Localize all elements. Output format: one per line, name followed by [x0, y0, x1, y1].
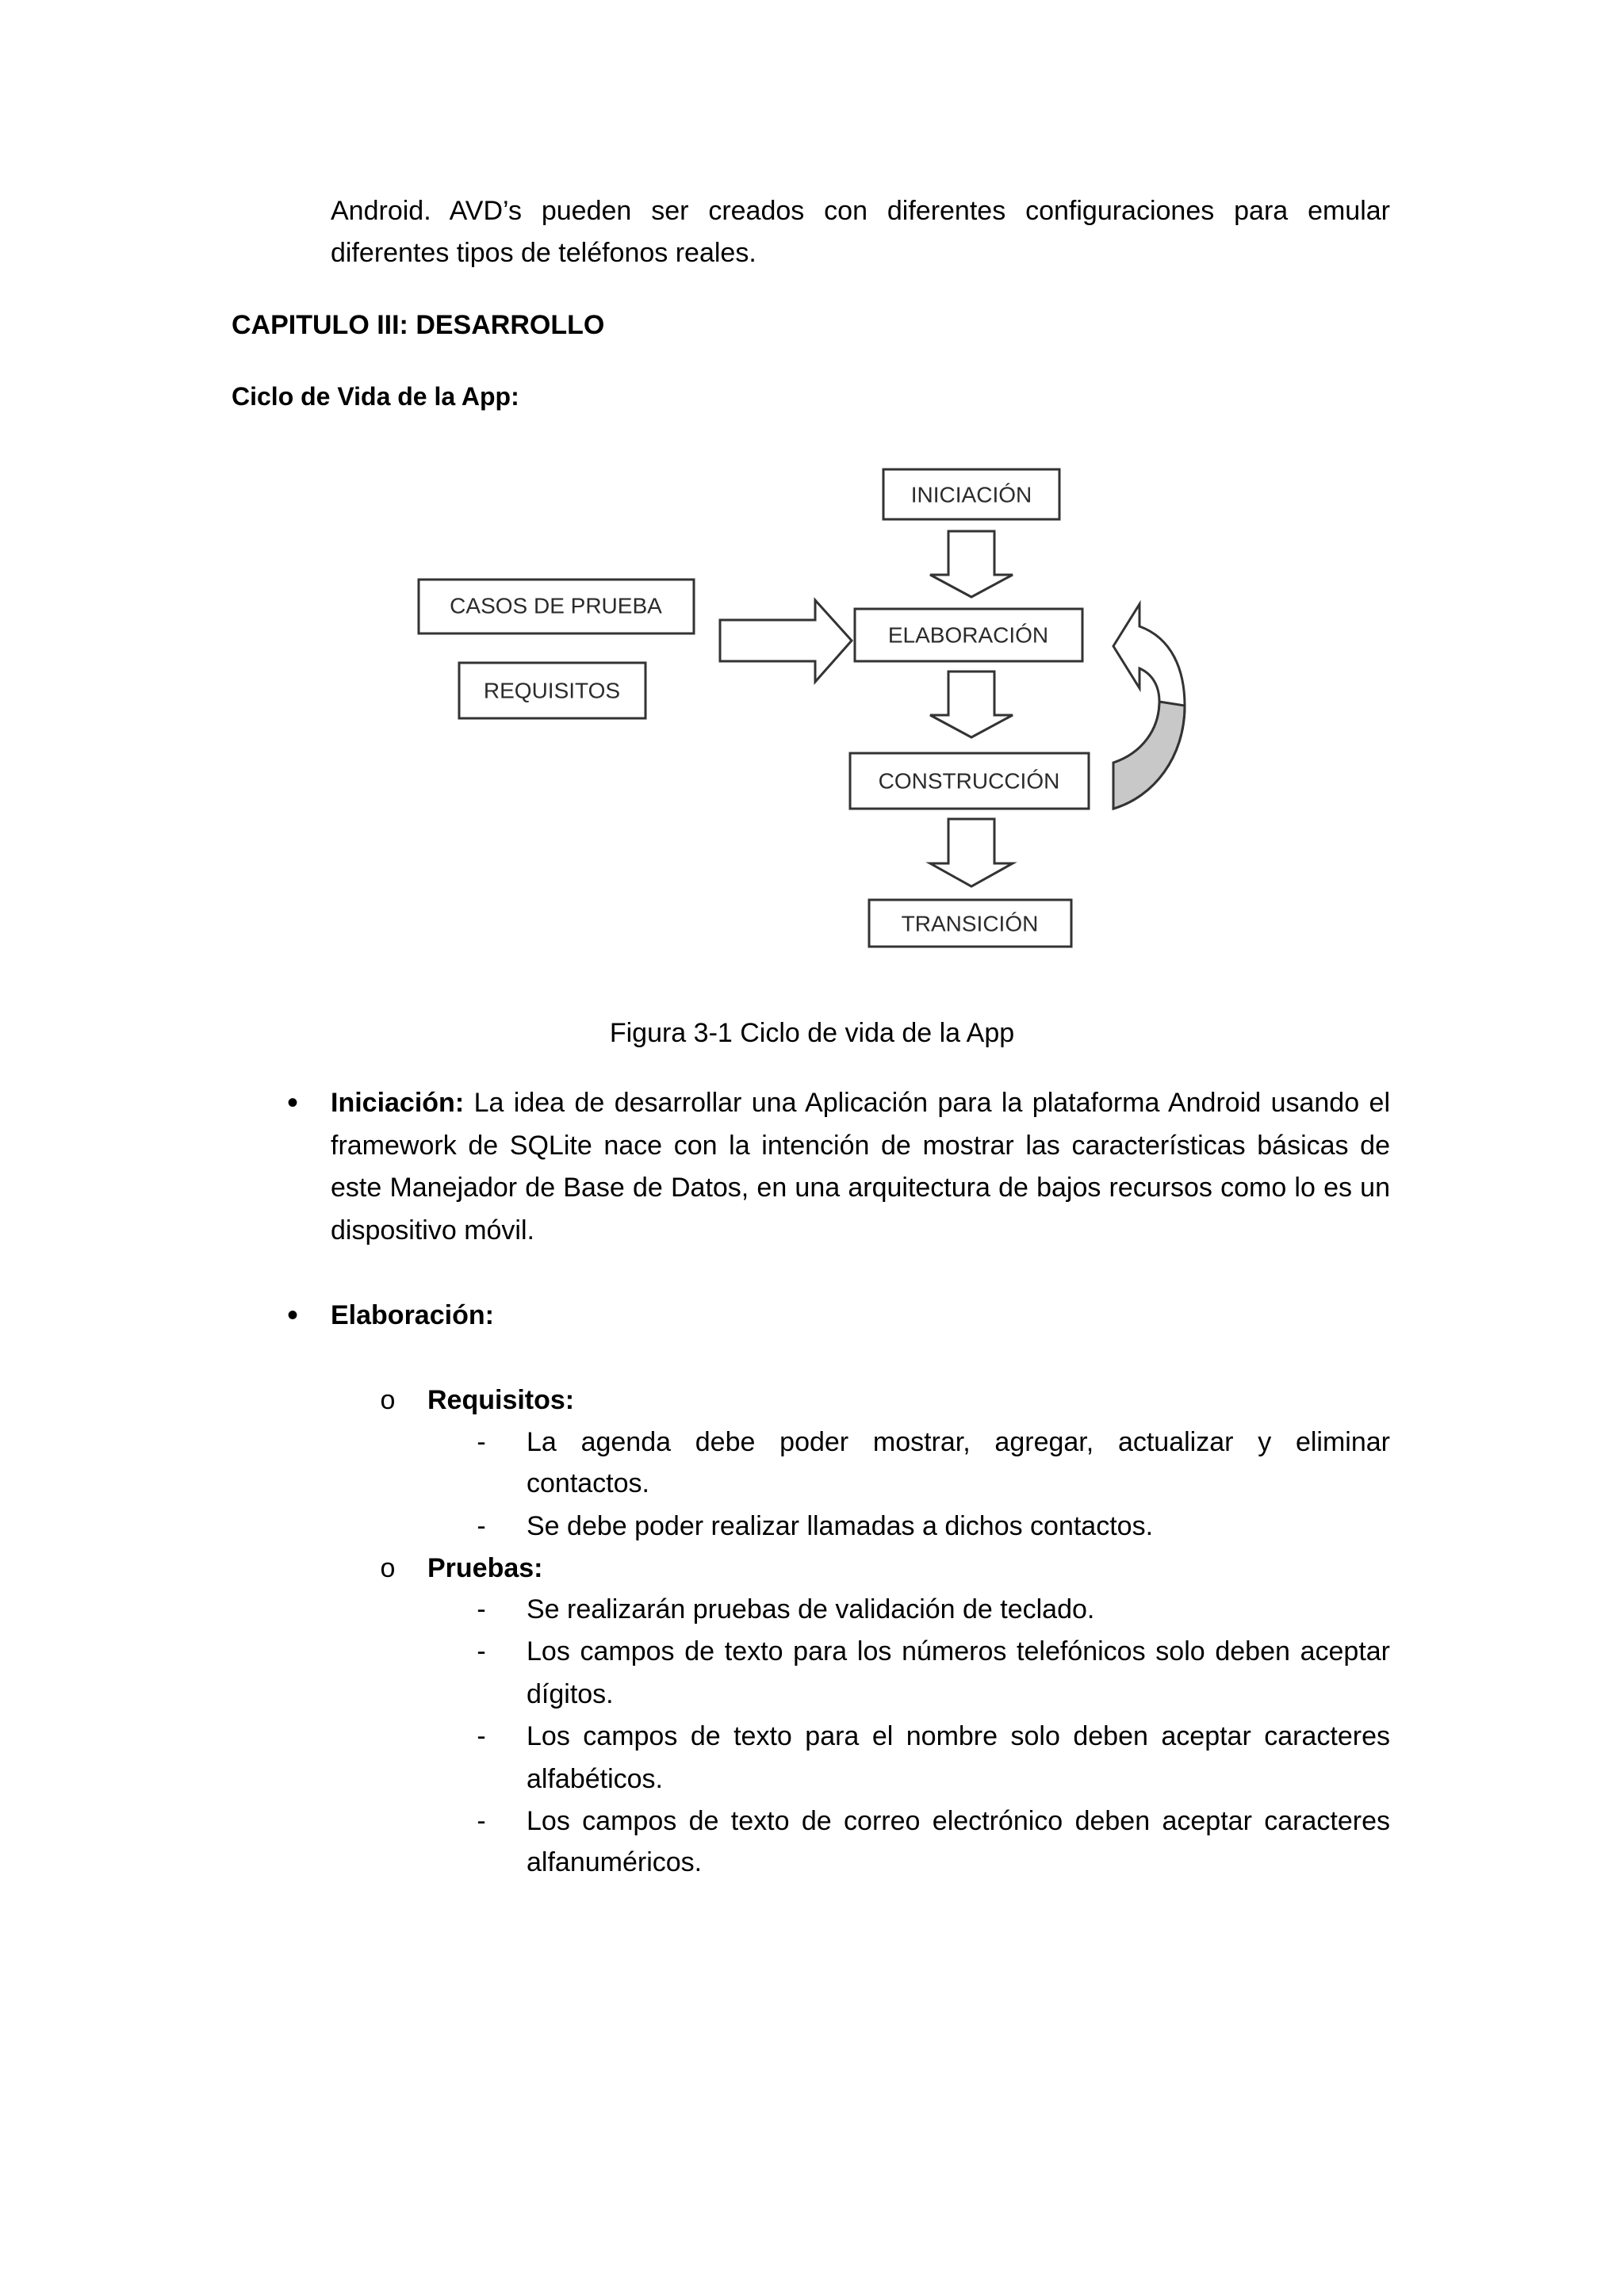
- figure-caption: Figura 3-1 Ciclo de vida de la App: [609, 1018, 1015, 1048]
- down-arrow-icon: [930, 672, 1013, 737]
- box-label-requisitos: REQUISITOS: [483, 678, 621, 703]
- dash-item-line: La agenda debe poder mostrar, agregar, actualizar y eliminar: [527, 1427, 1390, 1457]
- dash-marker: -: [477, 1511, 486, 1541]
- dash-item-line: alfanuméricos.: [527, 1847, 703, 1877]
- dash-marker: -: [477, 1427, 486, 1457]
- box-label-casos-de-prueba: CASOS DE PRUEBA: [450, 593, 662, 618]
- sub-label: Pruebas:: [427, 1553, 543, 1583]
- sub-marker: o: [380, 1385, 396, 1415]
- dash-item-line: alfabéticos.: [527, 1764, 663, 1794]
- dash-marker: -: [477, 1806, 486, 1836]
- down-arrow-icon: [930, 531, 1013, 597]
- right-arrow-icon: [720, 600, 852, 682]
- dash-marker: -: [477, 1721, 486, 1751]
- box-label-construccion: CONSTRUCCIÓN: [878, 768, 1060, 794]
- list-label: Elaboración:: [331, 1300, 494, 1330]
- dash-item-line: Los campos de texto para el nombre solo deben aceptar caracteres: [527, 1721, 1390, 1751]
- section-heading: Ciclo de Vida de la App:: [232, 382, 519, 411]
- dash-item-line: Se debe poder realizar llamadas a dichos contactos.: [527, 1511, 1154, 1541]
- sub-marker: o: [380, 1553, 396, 1583]
- dash-item-line: contactos.: [527, 1468, 649, 1498]
- list-line: framework de SQLite nace con la intención de mostrar las características básicas de: [331, 1131, 1390, 1161]
- bullet-marker: •: [286, 1298, 298, 1333]
- curved-arrow-icon: [1113, 604, 1185, 809]
- intro-line: Android. AVD’s pueden ser creados con diferentes configuraciones para emular: [331, 196, 1390, 226]
- box-label-transicion: TRANSICIÓN: [901, 911, 1039, 936]
- chapter-heading: CAPITULO III: DESARROLLO: [232, 310, 605, 340]
- list-line: dispositivo móvil.: [331, 1215, 534, 1246]
- dash-marker: -: [477, 1636, 486, 1667]
- dash-item-line: Se realizarán pruebas de validación de teclado.: [527, 1594, 1095, 1624]
- list-text: La idea de desarrollar una Aplicación para la plataforma Android usando el: [473, 1088, 1390, 1118]
- bullet-marker: •: [286, 1085, 298, 1120]
- intro-line: diferentes tipos de teléfonos reales.: [331, 238, 756, 268]
- dash-marker: -: [477, 1594, 486, 1624]
- dash-item-line: Los campos de texto para los números telefónicos solo deben aceptar: [527, 1636, 1390, 1667]
- box-label-iniciacion: INICIACIÓN: [910, 482, 1032, 507]
- dash-item-line: dígitos.: [527, 1679, 614, 1709]
- list-label: Iniciación:: [331, 1088, 465, 1118]
- list-line: [331, 1081, 1390, 1124]
- lifecycle-diagram: [396, 452, 1205, 959]
- down-arrow-icon: [930, 819, 1013, 886]
- dash-item-line: Los campos de texto de correo electrónico deben aceptar caracteres: [527, 1806, 1390, 1836]
- box-label-elaboracion: ELABORACIÓN: [887, 622, 1049, 648]
- curved-arrow-shade: [1113, 702, 1185, 809]
- sub-label: Requisitos:: [427, 1385, 575, 1415]
- list-line: este Manejador de Base de Datos, en una arquitectura de bajos recursos como lo es un: [331, 1173, 1390, 1203]
